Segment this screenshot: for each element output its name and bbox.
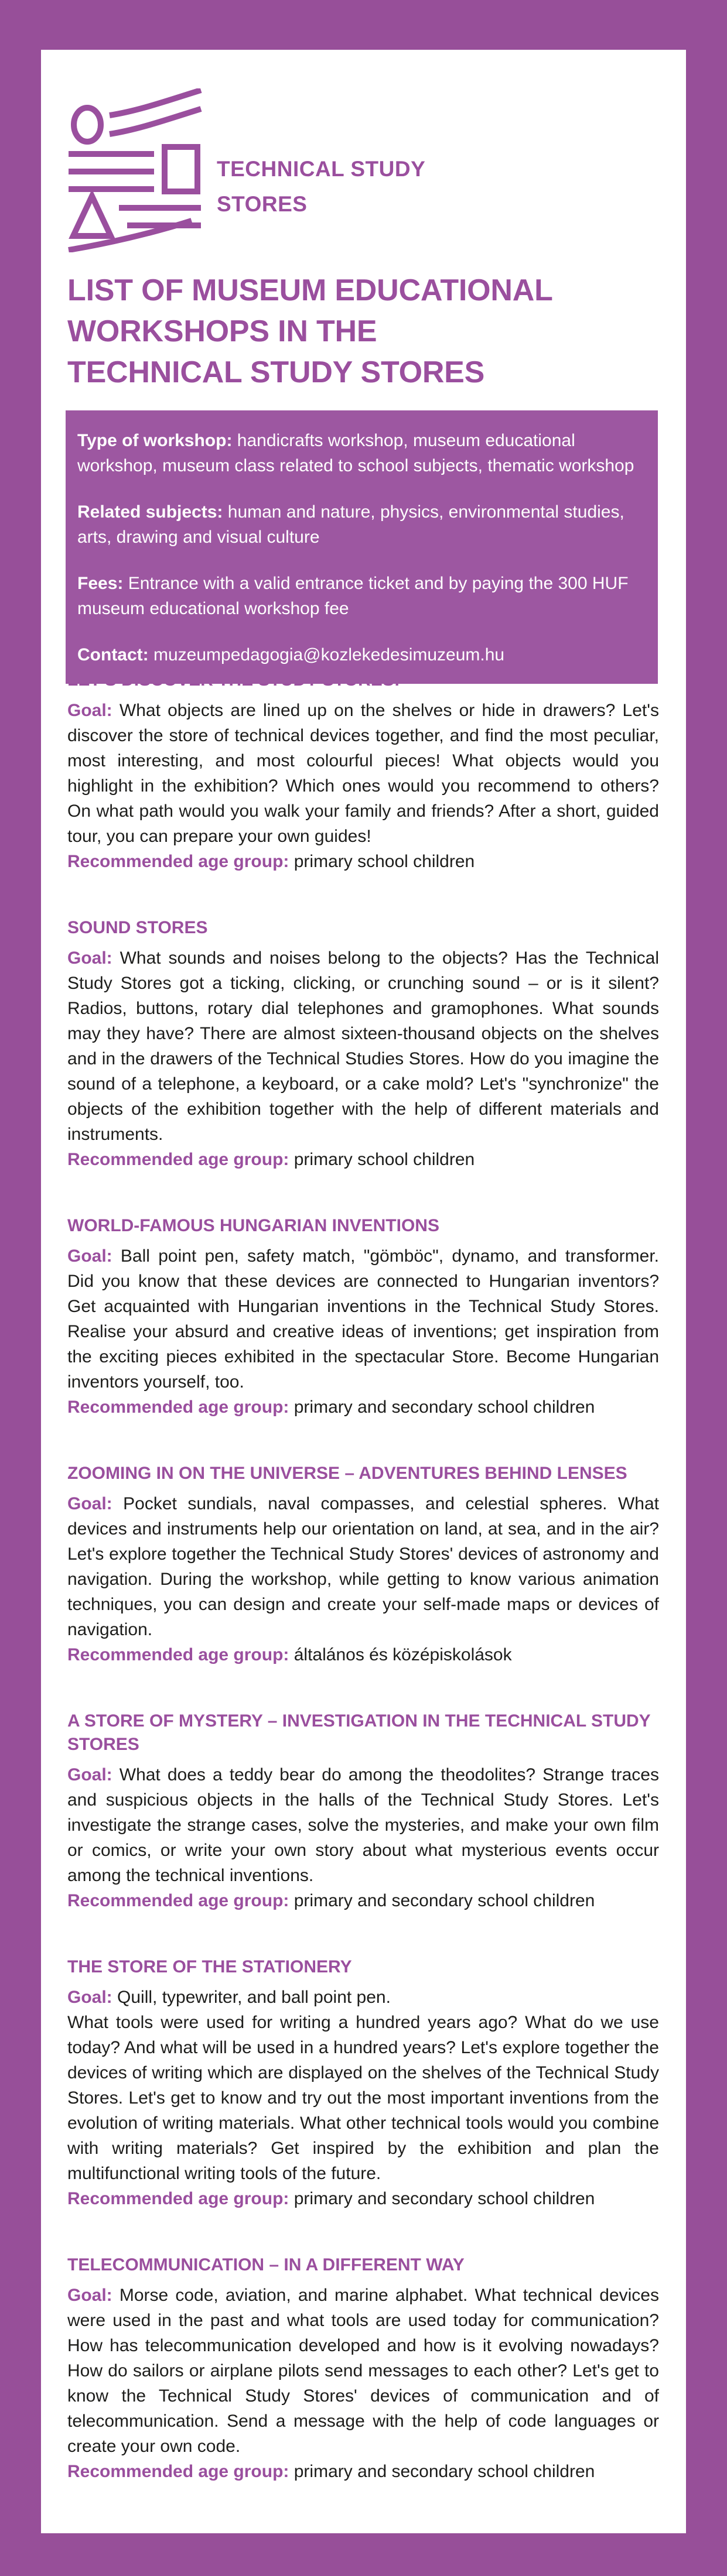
workshop-section [67,1955,659,2211]
logo-block [67,88,659,254]
recommended-age-group-label: Recommended age group: [67,2462,289,2481]
goal-paragraph [67,1985,659,2010]
goal-text: What does a teddy bear do among the theodolites? Strange traces and suspicious objects in the halls of the Technical Study Stores. Let's investigate the strange cases, solve the mysteries, and make your own film or comics, or write your own story about what mysterious events occur among the technical inventions. [67,1765,659,1885]
goal-label: Goal: [67,1988,112,2007]
goal-text: Ball point pen, safety match, "gömböc", dynamo, and transformer. Did you know that these devices are connected to Hungarian inventors? Get acquainted with Hungarian inventions in the Technical Study Stores. Realise your absurd and creative ideas of inventions; get inspiration from the exciting pieces exhibited in the spectacular Store. Become Hungarian inventors yourself, too. [67,1246,659,1392]
type-of-workshop-label: Type of workshop: [77,431,233,450]
related-subjects-label: Related subjects: [77,502,223,522]
recommended-age-group-label: Recommended age group: [67,1645,289,1664]
frame-right-band [686,0,727,2576]
type-of-workshop-value: handicrafts workshop, museum educational workshop, museum class related to school subjects, thematic workshop [77,431,634,475]
goal-text: What sounds and noises belong to the objects? Has the Technical Study Stores got a ticking, clicking, or crunching sound – or is it silent? Radios, buttons, rotary dial telephones and gramophones. What sounds may they have? There are almost sixteen-thousand objects on the shelves and in the drawers of the Technical Studies Stores. How do you imagine the sound of a telephone, a keyboard, or a cake mold? Let's "synchronize" the objects of the exhibition together with the help of different materials and instruments. [67,948,659,1144]
frame-left-band [0,0,41,2576]
footer-band [0,2533,727,2576]
age-line [67,1888,659,1913]
fees-label: Fees: [77,574,124,593]
workshop-section [67,1214,659,1420]
technical-study-stores-logo-icon [66,88,207,252]
goal-paragraph [67,698,659,849]
recommended-age-group-value: általános és középiskolások [293,1645,512,1664]
recommended-age-group-label: Recommended age group: [67,2189,289,2208]
page-title [67,270,659,393]
goal-label: Goal: [67,948,112,968]
section-title: ZOOMING IN ON THE UNIVERSE – ADVENTURES BEHIND LENSES [67,1464,627,1483]
recommended-age-group-label: Recommended age group: [67,1150,289,1169]
age-line [67,2459,659,2484]
workshop-section [67,669,659,874]
recommended-age-group-value: primary and secondary school children [293,2462,595,2481]
frame-top-band [0,0,727,50]
goal-text: Morse code, aviation, and marine alphabet. What technical devices were used in the past and what tools are used today for communication? How has telecommunication developed and how is it evolving nowadays? How do sailors or airplane pilots send messages to each other? Let's get to know the Technical Study Stores' devices of communication and of telecommunication. Send a message with the help of code languages or create your own code. [67,2286,659,2456]
goal-label: Goal: [67,1765,112,1784]
related-subjects-value: human and nature, physics, environmental studies, arts, drawing and visual culture [77,502,624,547]
goal-label: Goal: [67,1246,112,1266]
info-row-contact [77,642,645,667]
goal-label: Goal: [67,2286,112,2305]
info-row-subjects [77,499,645,550]
age-line [67,849,659,874]
brand-wordmark [217,152,425,222]
age-line [67,1395,659,1420]
age-line [67,1147,659,1172]
contact-label: Contact: [77,645,149,664]
goal-text: What objects are lined up on the shelves or hide in drawers? Let's discover the store of technical devices together, and find the most peculiar, most interesting, and most colourful pieces! What objects would you highlight in the exhibition? Which ones would you recommend to others? On what path would you walk your family and friends? After a short, guided tour, you can prepare your own guides! [67,701,659,846]
recommended-age-group-value: primary school children [293,1150,475,1169]
age-line [67,2186,659,2211]
page-title-line3: TECHNICAL STUDY STORES [67,355,485,389]
page-title-line1: LIST OF MUSEUM EDUCATIONAL [67,273,553,307]
goal-label: Goal: [67,1494,112,1513]
recommended-age-group-value: primary and secondary school children [293,1891,595,1910]
goal-paragraph [67,2283,659,2459]
section-title: TELECOMMUNICATION – IN A DIFFERENT WAY [67,2255,465,2274]
goal-paragraph [67,1491,659,1642]
section-title: WORLD-FAMOUS HUNGARIAN INVENTIONS [67,1216,439,1235]
recommended-age-group-value: primary and secondary school children [293,2189,595,2208]
section-title: THE STORE OF THE STATIONERY [67,1957,352,1976]
recommended-age-group-value: primary and secondary school children [293,1397,595,1417]
section-title: A STORE OF MYSTERY – INVESTIGATION IN THE TECHNICAL STUDY STORES [67,1711,651,1754]
workshop-section [67,1462,659,1667]
recommended-age-group-label: Recommended age group: [67,852,289,871]
goal-extra-text: What tools were used for writing a hundred years ago? What do we use today? And what will be used in a hundred years? Let's explore together the devices of writing which are displayed on the shelves of the Technical Study Stores. Let's get to know and try out the most important inventions from the evolution of writing materials. What other technical tools would you combine with writing materials? Get inspired by the exhibition and plan the multifunctional writing tools of the future. [67,2013,659,2183]
goal-text: Quill, typewriter, and ball point pen. [117,1988,391,2007]
info-row-fees [77,571,645,621]
goal-paragraph [67,946,659,1147]
goal-text: Pocket sundials, naval compasses, and celestial spheres. What devices and instruments help our orientation on land, at sea, and in the air? Let's explore together the Technical Study Stores' devices of astronomy and navigation. During the workshop, while getting to know various animation techniques, you can design and create your self-made maps or devices of navigation. [67,1494,660,1639]
section-title: SOUND STORES [67,918,208,937]
recommended-age-group-label: Recommended age group: [67,1891,289,1910]
brand-wordmark-line2: STORES [217,192,308,216]
goal-paragraph [67,1762,659,1888]
info-row-type [77,428,645,478]
contact-email: muzeumpedagogia@kozlekedesimuzeum.hu [153,645,505,664]
workshop-sections [67,669,659,2484]
workshop-section [67,2253,659,2484]
workshop-section [67,1710,659,1913]
recommended-age-group-value: primary school children [293,852,475,871]
fees-value: Entrance with a valid entrance ticket and by paying the 300 HUF museum educational workshop fee [77,574,629,618]
goal-label: Goal: [67,701,112,720]
goal-paragraph [67,1244,659,1395]
age-line [67,1642,659,1667]
workshop-section [67,916,659,1172]
page-title-line2: WORKSHOPS IN THE [67,314,377,348]
brand-wordmark-line1: TECHNICAL STUDY [217,157,426,181]
recommended-age-group-label: Recommended age group: [67,1397,289,1417]
flyer-content [67,50,659,2484]
info-box [66,410,658,684]
